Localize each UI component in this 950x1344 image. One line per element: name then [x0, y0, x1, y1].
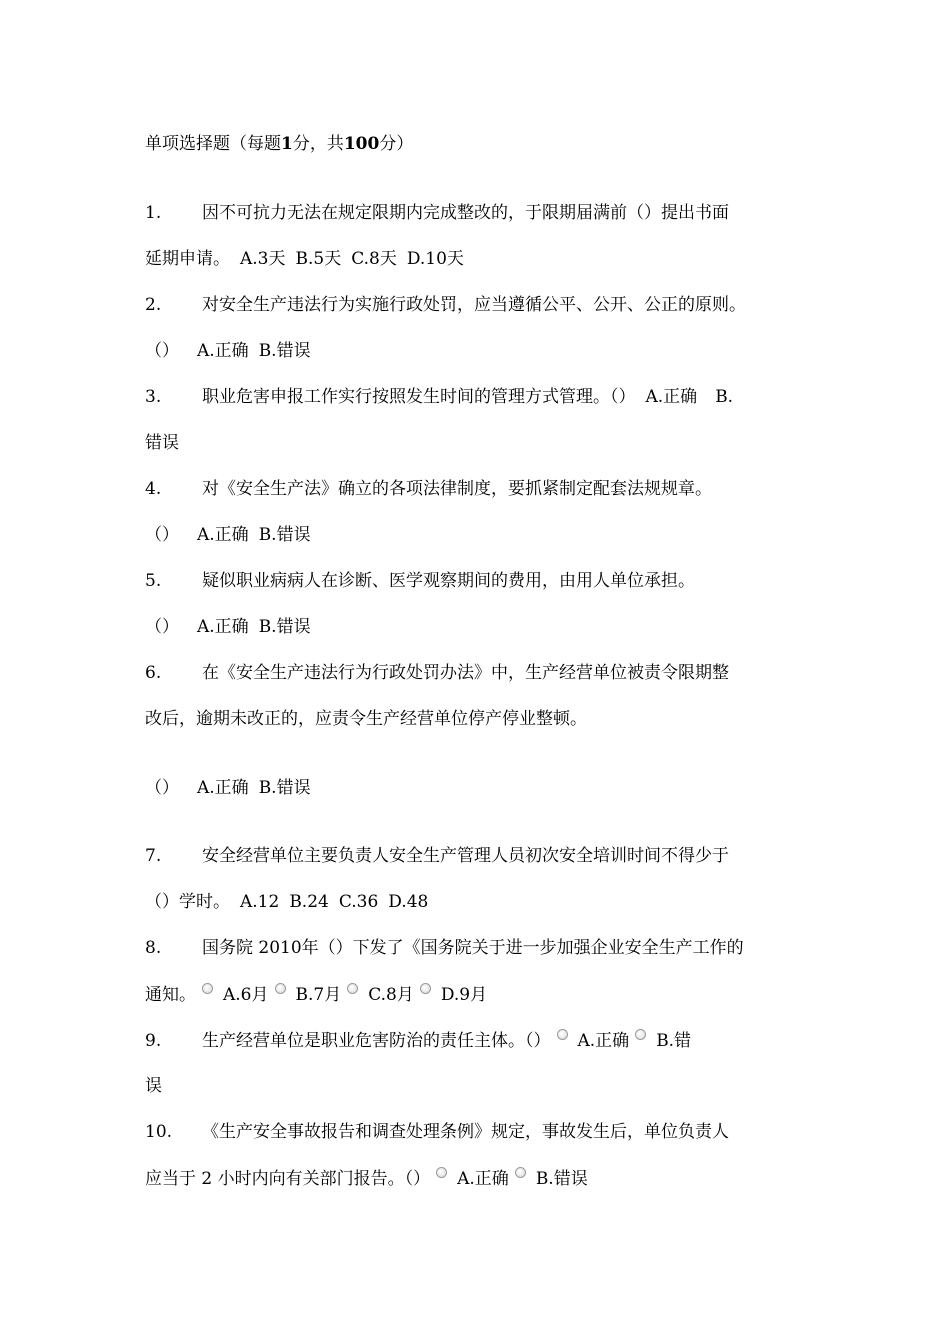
option-b: B.错误	[258, 778, 311, 798]
option-a-radio[interactable]	[436, 1167, 447, 1178]
option-a: A.正确	[197, 525, 249, 545]
option-b: B.	[715, 387, 734, 407]
question-1-line-2: 延期申请。 A.3天 B.5天 C.8天 D.10天	[145, 249, 464, 269]
question-6-line-1: 6. 在《安全生产违法行为行政处罚办法》中，生产经营单位被责令限期整	[145, 663, 729, 683]
option-d: D.10天	[406, 249, 464, 269]
question-9-line-2	[145, 1075, 840, 1097]
option-a: A.6月	[223, 985, 269, 1005]
question-4-line-2: （） A.正确 B.错误	[145, 525, 311, 545]
option-a: A.正确	[197, 778, 249, 798]
question-1-line-1: 1. 因不可抗力无法在规定限期内完成整改的，于限期届满前（）提出书面	[145, 203, 729, 223]
option-c: C.8月	[368, 985, 414, 1005]
option-a: A.正确	[197, 341, 249, 361]
option-b: B.错误	[535, 1169, 588, 1189]
section-title: 单项选择题（每题1分，共100分）	[145, 134, 414, 154]
question-8-line-2: 通知。 A.6月 B.7月 C.8月 D.9月	[145, 985, 488, 1005]
question-9-line-1: 9. 生产经营单位是职业危害防治的责任主体。（） A.正确 B.错	[145, 1031, 692, 1051]
option-d: D.48	[388, 892, 429, 912]
option-b: B.错误	[258, 525, 311, 545]
question-2-line-1: 2. 对安全生产违法行为实施行政处罚，应当遵循公平、公开、公正的原则。	[145, 295, 746, 315]
option-c-radio[interactable]	[347, 983, 358, 994]
option-b: B.24	[289, 892, 329, 912]
question-5-line-1: 5. 疑似职业病病人在诊断、医学观察期间的费用，由用人单位承担。	[145, 571, 695, 591]
question-10-line-2: 应当于 2 小时内向有关部门报告。（） A.正确 B.错误	[145, 1169, 588, 1189]
question-4-line-1: 4. 对《安全生产法》确立的各项法律制度，要抓紧制定配套法规规章。	[145, 479, 712, 499]
option-a-radio[interactable]	[202, 983, 213, 994]
option-b: B.错误	[258, 617, 311, 637]
option-b-radio[interactable]	[635, 1029, 646, 1040]
option-a: A.正确	[457, 1169, 509, 1189]
option-c: C.8天	[351, 249, 397, 269]
question-7-line-1: 7. 安全经营单位主要负责人安全生产管理人员初次安全培训时间不得少于	[145, 846, 729, 866]
option-a: A.正确	[645, 387, 698, 407]
option-b-continued: 错误	[145, 433, 179, 453]
question-2-line-2: （） A.正确 B.错误	[145, 341, 311, 361]
option-b-radio[interactable]	[515, 1167, 526, 1178]
question-6-line-3: （） A.正确 B.错误	[145, 778, 311, 798]
question-3-line-2	[145, 432, 840, 454]
option-d: D.9月	[440, 985, 488, 1005]
question-5-line-2: （） A.正确 B.错误	[145, 617, 311, 637]
option-a: A.正确	[197, 617, 249, 637]
option-b-continued: 误	[145, 1076, 162, 1096]
option-b: B.7月	[295, 985, 342, 1005]
option-b: B.错误	[258, 341, 311, 361]
option-c: C.36	[338, 892, 379, 912]
option-b: B.5天	[295, 249, 342, 269]
option-a: A.3天	[240, 249, 286, 269]
question-3-line-1: 3. 职业危害申报工作实行按照发生时间的管理方式管理。（） A.正确 B.	[145, 387, 734, 407]
question-6-line-2: 改后，逾期未改正的，应责令生产经营单位停产停业整顿。	[145, 709, 587, 729]
option-b-radio[interactable]	[275, 983, 286, 994]
question-10-line-1: 10. 《生产安全事故报告和调查处理条例》规定，事故发生后，单位负责人	[145, 1122, 729, 1142]
option-a-radio[interactable]	[557, 1029, 568, 1040]
question-8-line-1: 8. 国务院 2010年（）下发了《国务院关于进一步加强企业安全生产工作的	[145, 938, 744, 958]
question-7-line-2: （）学时。 A.12 B.24 C.36 D.48	[145, 892, 429, 912]
option-a: A.12	[240, 892, 280, 912]
option-a: A.正确	[577, 1031, 630, 1051]
option-b: B.错	[656, 1031, 692, 1051]
option-d-radio[interactable]	[420, 983, 431, 994]
